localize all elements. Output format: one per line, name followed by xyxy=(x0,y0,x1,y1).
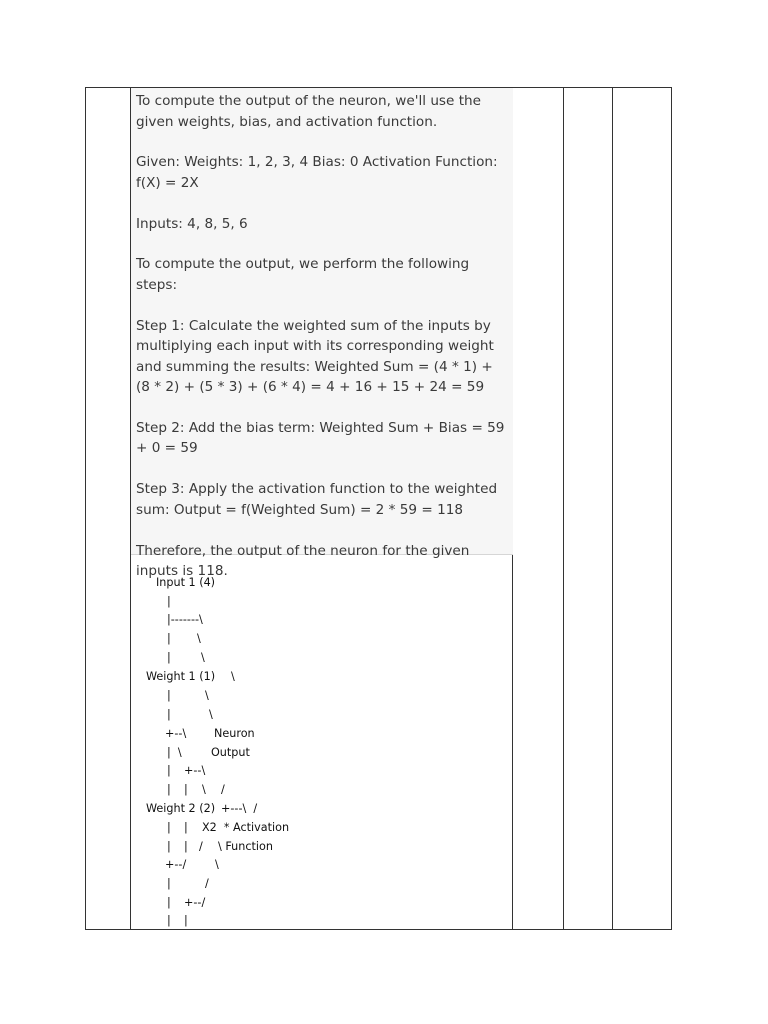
diagram-line: | xyxy=(167,914,171,927)
diagram-line: / xyxy=(205,877,209,890)
answer-paragraph: Therefore, the output of the neuron for the given inputs is 118. xyxy=(136,542,470,580)
diagram-line: Neuron xyxy=(214,727,255,740)
diagram-line: \ xyxy=(202,783,206,796)
diagram-line: |-------\ xyxy=(167,613,203,626)
diagram-line: | xyxy=(167,840,171,853)
diagram-line: +---\ / xyxy=(221,802,258,815)
diagram-line: \ xyxy=(209,708,213,721)
diagram-line: | xyxy=(184,821,188,834)
answer-paragraph: Step 2: Add the bias term: Weighted Sum + Bias = 59 + 0 = 59 xyxy=(136,419,505,457)
diagram-line: | xyxy=(167,821,171,834)
diagram-line: \ xyxy=(231,670,235,683)
diagram-line: \ xyxy=(205,689,209,702)
answer-text-block xyxy=(131,88,513,580)
diagram-line: | xyxy=(167,632,171,645)
diagram-line: \ xyxy=(201,651,205,664)
diagram-line: | xyxy=(184,840,188,853)
diagram-line: Input 1 (4) xyxy=(156,576,216,589)
diagram-line: X2 * Activation xyxy=(202,821,290,834)
diagram-line: | xyxy=(167,877,171,890)
diagram-line: | xyxy=(167,708,171,721)
column-divider xyxy=(612,88,613,929)
diagram-line: +--/ xyxy=(184,896,206,909)
neuron-ascii-diagram xyxy=(131,568,513,928)
diagram-line: | xyxy=(167,896,171,909)
diagram-line: | xyxy=(184,783,188,796)
diagram-line: Output xyxy=(211,746,250,759)
answer-paragraph: Step 1: Calculate the weighted sum of the inputs by multiplying each input with its corresponding weight and summing the results: Weighted Sum = (4 * 1) + (8 * 2) + (5 * 3) + (6 * 4) = 4 + 16 + 15 + 24 = 59 xyxy=(136,317,494,396)
diagram-line: | xyxy=(167,595,171,608)
diagram-line: | xyxy=(167,783,171,796)
answer-paragraph: Given: Weights: 1, 2, 3, 4 Bias: 0 Activation Function: f(X) = 2X xyxy=(136,154,498,191)
document-table xyxy=(85,87,672,930)
diagram-line: / xyxy=(221,783,225,796)
diagram-line: \ xyxy=(197,632,201,645)
diagram-line: | xyxy=(167,689,171,702)
diagram-line: / xyxy=(199,840,203,853)
diagram-line: \ Function xyxy=(218,840,273,853)
diagram-line: +--\ xyxy=(184,764,206,777)
diagram-line: +--/ xyxy=(165,858,187,871)
answer-paragraph: To compute the output, we perform the following steps: xyxy=(136,256,470,293)
diagram-line: | xyxy=(167,651,171,664)
diagram-line: | \ xyxy=(167,746,182,759)
answer-paragraph: To compute the output of the neuron, we'll use the given weights, bias, and activation function. xyxy=(136,93,482,130)
diagram-line: Weight 2 (2) xyxy=(146,802,216,815)
diagram-line: Weight 1 (1) xyxy=(146,670,216,683)
diagram-line: | xyxy=(184,914,188,927)
answer-paragraph: Step 3: Apply the activation function to the weighted sum: Output = f(Weighted Sum) = 2 * 59 = 118 xyxy=(136,481,498,518)
answer-paragraph: Inputs: 4, 8, 5, 6 xyxy=(136,215,248,232)
diagram-line: | xyxy=(167,764,171,777)
diagram-line: +--\ xyxy=(165,727,187,740)
column-divider xyxy=(563,88,564,929)
diagram-line: \ xyxy=(215,858,219,871)
